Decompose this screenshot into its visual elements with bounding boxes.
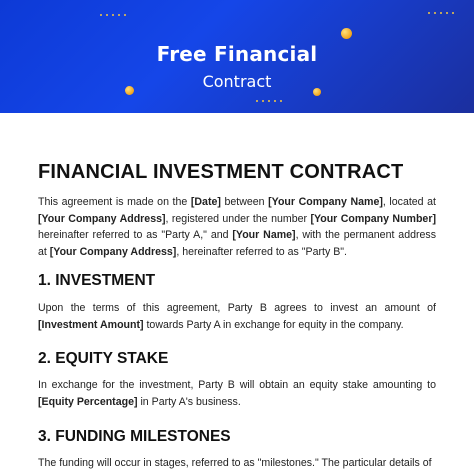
address-placeholder: [Your Company Address]	[49, 245, 177, 258]
section-text: in Party A's business.	[137, 395, 241, 408]
intro-text: , with the permanent address at	[38, 229, 436, 258]
banner-title: Free Financial	[156, 42, 318, 66]
name-placeholder: [Your Name]	[232, 229, 296, 241]
intro-text: , hereinafter referred to as "Party B".	[176, 245, 347, 258]
company-address-placeholder: [Your Company Address]	[38, 212, 166, 225]
intro-text: , located at	[382, 196, 436, 208]
section-text: In exchange for the investment, Party B will obtain an equity stake amounting to	[38, 379, 436, 391]
intro-text: hereinafter referred to as "Party A," and	[38, 229, 233, 241]
intro-text: between	[220, 196, 269, 208]
investment-amount-placeholder: [Investment Amount]	[38, 318, 144, 331]
section-text: The funding will occur in stages, referred to as "milestones." The particular details of	[38, 457, 432, 469]
company-name-placeholder: [Your Company Name]	[268, 196, 383, 208]
decorative-dots	[428, 12, 454, 16]
investment-paragraph	[38, 300, 436, 333]
decorative-dots	[100, 14, 126, 18]
section-heading-funding-milestones: 3. FUNDING MILESTONES	[38, 428, 231, 445]
coin-icon	[341, 28, 352, 39]
intro-text: , registered under the number	[165, 212, 311, 225]
decorative-dots	[256, 100, 282, 104]
section-heading-equity-stake: 2. EQUITY STAKE	[38, 350, 169, 367]
section-text: Upon the terms of this agreement, Party B agrees to invest an amount of	[38, 302, 436, 314]
date-placeholder: [Date]	[190, 196, 221, 208]
header-banner	[0, 0, 474, 113]
intro-paragraph	[38, 194, 436, 260]
section-text: towards Party A in exchange for equity in the company.	[143, 318, 404, 331]
document-title: FINANCIAL INVESTMENT CONTRACT	[38, 161, 404, 183]
milestones-paragraph	[38, 455, 436, 472]
equity-percentage-placeholder: [Equity Percentage]	[38, 395, 138, 408]
banner-subtitle: Contract	[202, 72, 272, 91]
intro-text: This agreement is made on the	[38, 196, 191, 208]
company-number-placeholder: [Your Company Number]	[310, 212, 436, 225]
section-heading-investment: 1. INVESTMENT	[38, 272, 156, 289]
equity-paragraph	[38, 377, 436, 410]
